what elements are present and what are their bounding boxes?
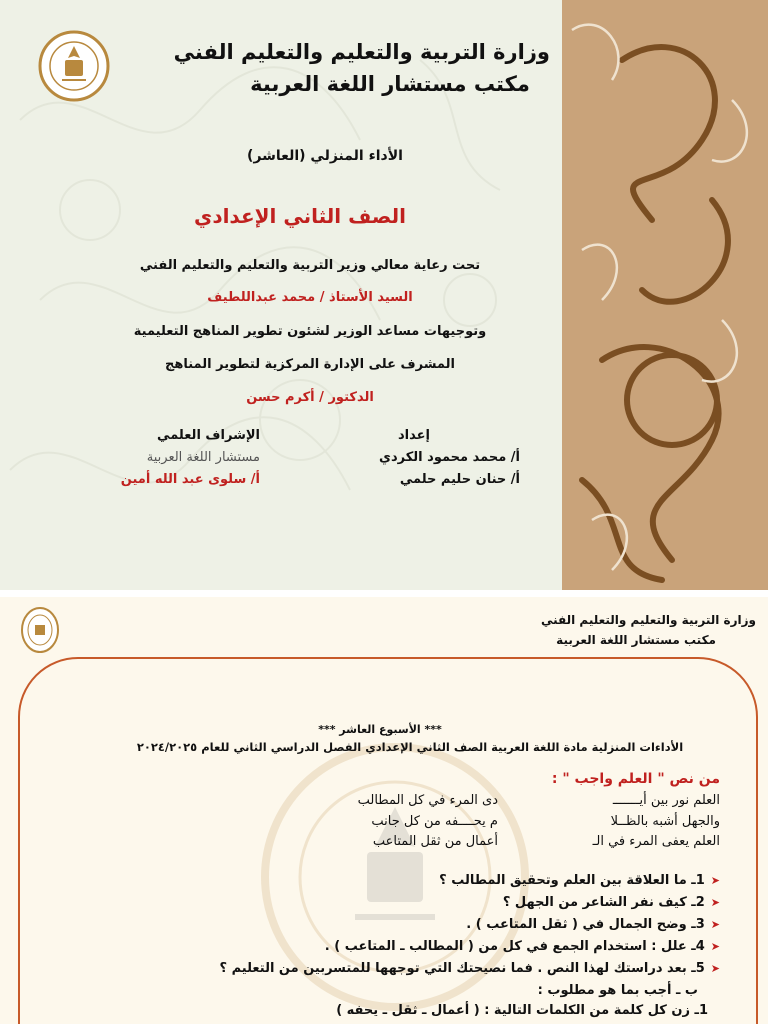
- verse-first-half: العلم نور بين أيـــــــ: [612, 793, 720, 808]
- arrow-bullet-icon: ➤: [710, 918, 720, 931]
- patronage-line: تحت رعاية معالي وزير التربية والتعليم والتعليم الفني: [139, 258, 481, 273]
- question-item: [466, 917, 720, 932]
- sheet-office-title: مكتب مستشار اللغة العربية: [556, 633, 716, 647]
- supervisor-role: مستشار اللغة العربية: [146, 450, 260, 465]
- question-text: 4ـ علل : استخدام الجمع في كل من ( المطالب ـ المتاعب ) .: [324, 939, 705, 954]
- question-text: 3ـ وضح الجمال في ( ثقل المتاعب ) .: [466, 917, 705, 932]
- arrow-bullet-icon: ➤: [710, 874, 720, 887]
- ministry-seal-small-icon: [20, 605, 60, 655]
- performance-title: الأداء المنزلي (العاشر): [247, 148, 403, 164]
- question-text: 5ـ بعد دراستك لهذا النص . فما نصيحتك التي توجهها للمتسربين من التعليم ؟: [219, 961, 705, 976]
- ministry-seal-icon: [38, 30, 110, 102]
- supervisor-role-line: المشرف على الإدارة المركزية لتطوير المناهج: [164, 357, 455, 372]
- calligraphy-panel: [562, 0, 768, 590]
- verse-first-half: العلم يعفى المرء في الـ: [592, 834, 720, 849]
- section-b-heading: ب ـ أجب بما هو مطلوب :: [537, 983, 698, 998]
- verse-second-half: م يحــــفه من كل جانب: [371, 814, 498, 829]
- question-item: [439, 873, 720, 888]
- doctor-name: الدكتور / أكرم حسن: [246, 390, 374, 405]
- question-text: 2ـ كيف نفر الشاعر من الجهل ؟: [502, 895, 705, 910]
- homework-subtitle: الأداءات المنزلية مادة اللغة العربية الصف الثاني الإعدادي الفصل الدراسي الثاني للعام ٢٠٢٤/٢٠٢٥: [136, 740, 684, 754]
- preparer-name: أ/ محمد محمود الكردي: [379, 450, 520, 465]
- supervisor-name: أ/ سلوى عبد الله أمين: [120, 472, 260, 487]
- cover-ministry-title: وزارة التربية والتعليم والتعليم الفني: [173, 40, 550, 64]
- verse-second-half: دى المرء في كل المطالب: [357, 793, 498, 808]
- text-source-heading: من نص " العلم واجب " :: [551, 771, 720, 787]
- grade-title: الصف الثاني الإعدادي: [193, 204, 406, 228]
- question-text: 1ـ ما العلاقة بين العلم وتحقيق المطالب ؟: [439, 873, 705, 888]
- arrow-bullet-icon: ➤: [710, 896, 720, 909]
- question-item: [503, 895, 720, 910]
- sheet-ministry-title: وزارة التربية والتعليم والتعليم الفني: [540, 613, 756, 627]
- arrow-bullet-icon: ➤: [710, 962, 720, 975]
- question-item: [325, 939, 720, 954]
- preparation-heading: إعداد: [398, 428, 430, 443]
- arrow-bullet-icon: ➤: [710, 940, 720, 953]
- question-item: [220, 961, 720, 976]
- verse-second-half: أعمال من ثقل المتاعب: [372, 834, 498, 849]
- minister-name: السيد الأستاذ / محمد عبداللطيف: [207, 290, 413, 305]
- directives-line: وتوجيهات مساعد الوزير لشئون تطوير المناهج التعليمية: [133, 324, 487, 339]
- scientific-supervision-heading: الإشراف العلمي: [157, 428, 260, 443]
- cover-office-title: مكتب مستشار اللغة العربية: [250, 72, 530, 96]
- worksheet-page: [0, 597, 768, 1024]
- verse-first-half: والجهل أشبه بالظــلا: [610, 814, 720, 829]
- section-b-question: 1ـ زن كل كلمة من الكلمات التالية : ( أعمال ـ ثقل ـ يحفه ): [336, 1003, 708, 1018]
- preparer-name: أ/ حنان حليم حلمي: [399, 472, 520, 487]
- week-title: *** الأسبوع العاشر ***: [318, 723, 442, 736]
